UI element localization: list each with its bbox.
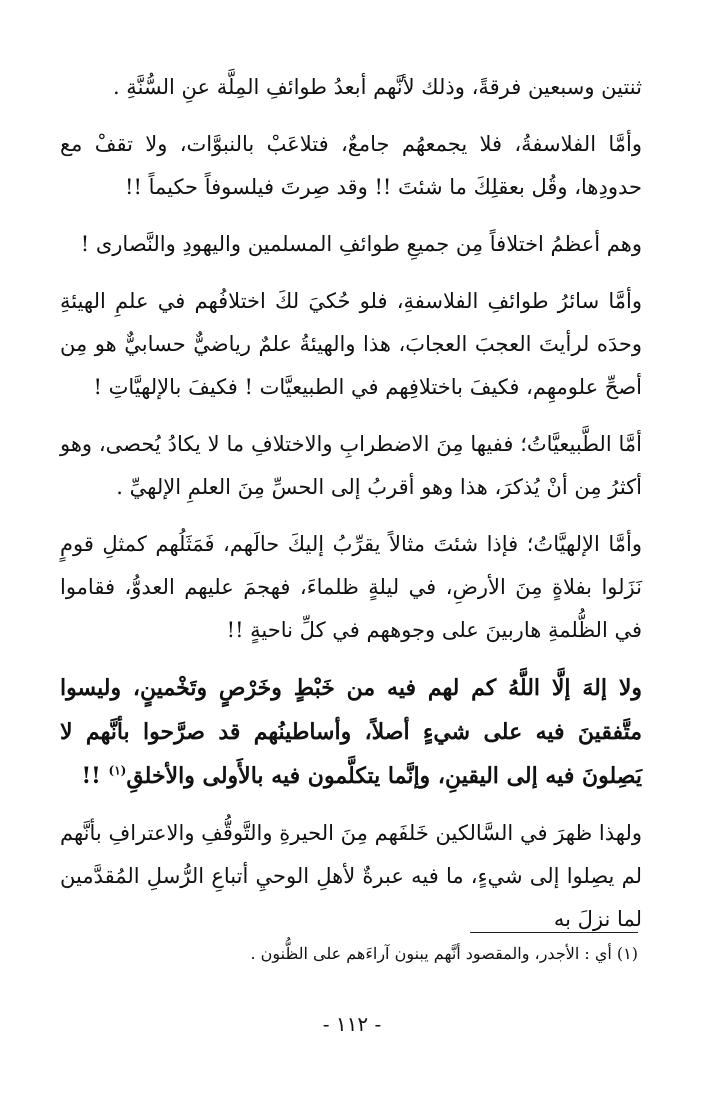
bold-paragraph-text: ولا إلهَ إلَّا اللَّهُ كم لهم فيه من خَبْطٍ وخَرْصٍ وتَخْمينٍ، وليسوا متَّفقينَ فيه على شيءٍ أصلاً، وأساطينُهم قد صرَّحوا بأنَّهم لا يَصِلونَ فيه إلى اليقينِ، وإنَّما يتكلَّمون فيه بالأَولى والأخلقِ xyxy=(60,675,642,789)
paragraph: وهم أعظمُ اختلافاً مِن جميعِ طوائفِ المسلمين واليهودِ والنَّصارى ! xyxy=(80,232,642,256)
page-number: - ١١٢ - xyxy=(322,1012,382,1036)
paragraph: وأمَّا الإلهيَّاتُ؛ فإذا شئتَ مثالاً يقرِّبُ إليكَ حالَهم، فَمَثَلُهم كمثلِ قومٍ نَزَلوا بفلاةٍ مِنَ الأرضِ، في ليلةٍ ظلماءَ، فهجمَ عليهم العدوُّ، فقاموا في الظُّلمةِ هاربينَ على وجوههم في كلِّ ناحيةٍ !! xyxy=(60,532,642,642)
footnote-divider xyxy=(470,932,638,933)
paragraph: وأمَّا الفلاسفةُ، فلا يجمعهُم جامعٌ، فتلاعَبْ بالنبوَّات، ولا تقفْ مع حدودِها، وقُل بعقلِكَ ما شئتَ !! وقد صِرتَ فيلسوفاً حكيماً !! xyxy=(60,132,642,199)
bold-paragraph xyxy=(60,666,642,798)
footnote-reference: (١) xyxy=(108,763,127,778)
footnote: (١) أي : الأجدر، والمقصود أنَّهم يبنون آراءَهم على الظُّنون . xyxy=(250,944,638,963)
paragraph: أمَّا الطَّبيعيَّاتُ؛ ففيها مِنَ الاضطرابِ والاختلافِ ما لا يكادُ يُحصى، وهو أكثرُ مِن أنْ يُذكرَ، هذا وهو أقربُ إلى الحسِّ مِنَ العلمِ الإلهيِّ . xyxy=(60,432,642,499)
paragraph: وأمَّا سائرُ طوائفِ الفلاسفةِ، فلو حُكيَ لكَ اختلافُهم في علمِ الهيئةِ وحدَه لرأيتَ العجبَ العجابَ، هذا والهيئةُ علمٌ رياضيٌّ حسابيٌّ هو مِن أصحِّ علومهِم، فكيفَ باختلافِهم في الطبيعيَّات ! فكيفَ بالإلهيَّاتِ ! xyxy=(60,289,642,399)
bold-paragraph-ending: !! xyxy=(81,763,109,789)
paragraph: ثنتين وسبعين فرقةً، وذلك لأنَّهم أبعدُ طوائفِ المِلَّة عنِ السُّنَّةِ . xyxy=(112,75,642,99)
last-paragraph: ولهذا ظهرَ في السَّالكين خَلفَهم مِنَ الحيرةِ والتَّوقُّفِ والاعترافِ بأنَّهم لم يصِلوا إلى شيءٍ، ما فيه عبرةٌ لأهلِ الوحيِ أتباعِ الرُّسلِ المُقدَّمين لما نزلَ به xyxy=(60,821,642,931)
main-text xyxy=(60,66,642,955)
